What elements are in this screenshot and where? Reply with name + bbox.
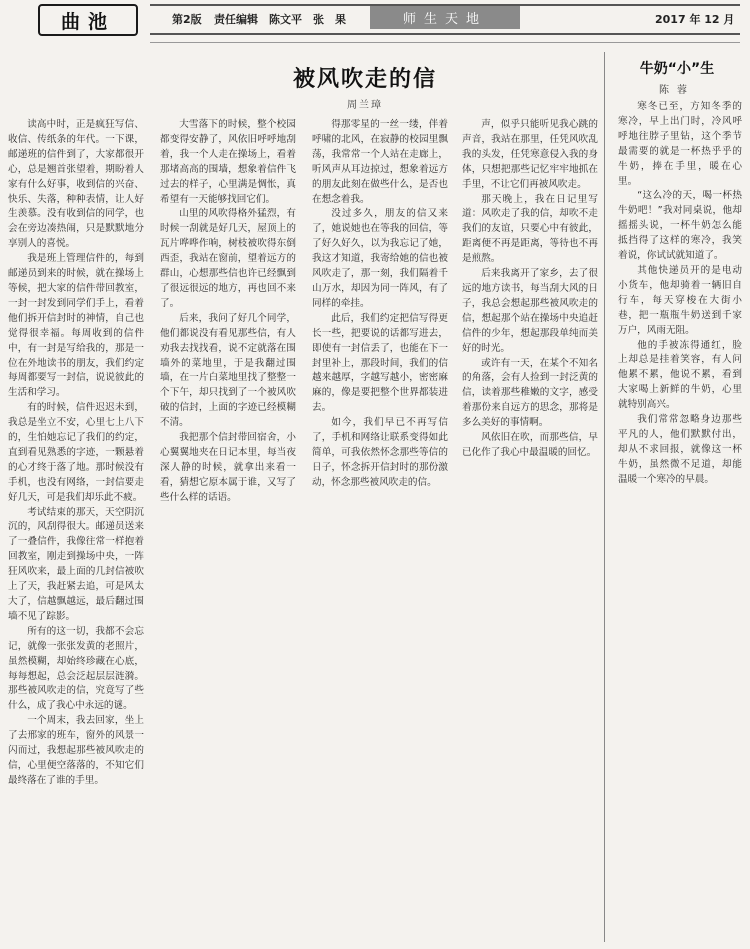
paragraph: 我是班上管理信件的，每到邮递员到来的时候，就在操场上等候，把大家的信件带回教室，一封一封发到同学们手上，看着他们拆开信封时的神情，自己也觉得很幸福。每周收到的信件中，有一封是写给我的，那是一位在外地读书的朋友，我们约定每周都要写一封信，说说彼此的生活和学习。 — [8, 253, 144, 399]
paragraph: 有的时候，信件迟迟未到，我总是坐立不安，心里七上八下的，生怕她忘记了我们的约定，直到看见熟悉的字迹，一颗悬着的心才终于落了地。那时候没有手机，也没有网络，一封信要走好几天，可是我们却乐此不疲。 — [8, 402, 144, 503]
paragraph: 没过多久，朋友的信又来了，她说她也在等我的回信，等了好久好久，以为我忘记了她，我这才知道，我寄给她的信也被风吹走了，那一刻，我们隔着千山万水，却因为同一阵风，有了同样的牵挂。 — [312, 208, 448, 309]
article-column-3 — [312, 118, 448, 944]
sidebar-column — [618, 100, 742, 944]
editor-credit: 责任编辑 陈文平 张 果 — [214, 13, 346, 26]
paragraph: 后来，我问了好几个同学，他们都说没有看见那些信，有人劝我去找找看，说不定就落在围墙外的菜地里，于是我翻过围墙，在一片白菜地里找了整整一个下午，却只找到了一个被风吹破的信封，上面的字迹已经模糊不清。 — [160, 312, 296, 429]
sidebar-author: 陈蓉 — [659, 85, 695, 96]
article-column-1 — [8, 118, 144, 944]
paragraph: 如今，我们早已不再写信了，手机和网络让联系变得如此简单，可我依然怀念那些等信的日子，怀念拆开信封时的那份激动，怀念那些被风吹走的信。 — [312, 417, 448, 488]
newspaper-logo: 曲池 — [38, 4, 138, 36]
paragraph: 那天晚上，我在日记里写道：风吹走了我的信，却吹不走我们的友谊，只要心中有彼此，距离便不再是距离，等待也不再是煎熬。 — [462, 193, 598, 265]
article-column-2 — [160, 118, 296, 944]
paragraph: 读高中时，正是疯狂写信、收信、传纸条的年代。一下课，邮递班的信件到了，大家都很开心，总是翘首张望着，期盼着人家有什么好事，收到信的兴奋、快乐、失落，种种表情，让人好生羡慕。没有收到信的同学，也会在旁边凑热闹，只是默默地分享别人的喜悦。 — [8, 119, 144, 250]
paragraph: 风依旧在吹，而那些信，早已化作了我心中最温暖的回忆。 — [462, 432, 598, 458]
paragraph: 或许有一天，在某个不知名的角落，会有人捡到一封泛黄的信，读着那些稚嫩的文字，感受着那份来自远方的思念，那将是多么美好的事情啊。 — [462, 357, 598, 429]
issue-date: 2017 年 12 月 — [655, 13, 735, 26]
paragraph: 得那零星的一丝一缕，伴着呼啸的北风，在寂静的校园里飘荡，我常常一个人站在走廊上，听风声从耳边掠过，想象着远方的朋友此刻在做些什么，是否也在想念着我。 — [312, 119, 448, 205]
paragraph: 寒冬已至，方知冬季的寒冷，早上出门时，冷风呼呼地往脖子里钻，这个季节最需要的就是一杯热乎乎的牛奶，捧在手里，暖在心里。 — [618, 101, 742, 187]
article-column-4 — [462, 118, 598, 944]
paragraph: 大雪落下的时候，整个校园都变得安静了，风依旧呼呼地刮着，我一个人走在操场上，看着那堵高高的围墙，想象着信件飞过去的样子，心里满是惆怅，真希望有一天能够找回它们。 — [160, 119, 296, 205]
paragraph: “这么冷的天，喝一杯热牛奶吧！”我对同桌说，他却摇摇头说，一杯牛奶怎么能抵挡得了这样的寒冷，我笑着说，你试试就知道了。 — [618, 190, 742, 262]
paragraph: 声，似乎只能听见我心跳的声音，我站在那里，任凭风吹乱我的头发，任凭寒意侵入我的身体，只想把那些记忆牢牢地抓在手里，不让它们再被风吹走。 — [462, 119, 598, 190]
sidebar-title: 牛奶“小”生 — [639, 61, 715, 77]
paragraph: 考试结束的那天，天空阴沉沉的，风刮得很大。邮递员送来了一叠信件，我像往常一样抱着回教室，刚走到操场中央，一阵狂风吹来，最上面的几封信被吹上了天，我赶紧去追，可是风太大了，信越飘越远，最后翻过围墙不见了踪影。 — [8, 506, 144, 622]
paragraph: 我把那个信封带回宿舍，小心翼翼地夹在日记本里，每当夜深人静的时候，就拿出来看一看，猜想它原本属于谁，又写了些什么样的话语。 — [160, 432, 296, 503]
paragraph: 一个周末，我去回家，坐上了去邢家的班车，窗外的风景一闪而过，我想起那些被风吹走的信，心里便空落落的，不知它们最终落在了谁的手里。 — [8, 715, 144, 786]
article-author: 周兰璋 — [347, 100, 383, 111]
paragraph: 他的手被冻得通红，脸上却总是挂着笑容，有人问他累不累，他说不累，看到大家喝上新鲜的牛奶，心里就特别高兴。 — [618, 339, 742, 411]
page-number: 第2版 — [172, 13, 202, 26]
paragraph: 其他快递员开的是电动小货车，他却骑着一辆旧自行车，每天穿梭在大街小巷，把一瓶瓶牛奶送到千家万户，风雨无阻。 — [618, 264, 742, 336]
column-divider — [604, 52, 605, 942]
section-name: 师生天地 — [370, 6, 520, 29]
article-title: 被风吹走的信 — [292, 67, 437, 92]
paragraph: 我们常常忽略身边那些平凡的人，他们默默付出，却从不求回报，就像这一杯牛奶，虽然微不足道，却能温暖一个寒冷的早晨。 — [618, 414, 742, 485]
header-rule — [150, 42, 740, 43]
paragraph: 所有的这一切，我都不会忘记，就像一张张发黄的老照片，虽然模糊，却始终珍藏在心底，每每想起，总会泛起层层涟漪。那些被风吹走的信，究竟写了些什么，成了我心中永远的谜。 — [8, 625, 144, 712]
paragraph: 此后，我们约定把信写得更长一些，把要说的话都写进去，即使有一封信丢了，也能在下一封里补上，那段时间，我们的信越来越厚，字越写越小，密密麻麻的，像是要把整个世界都装进去。 — [312, 312, 448, 414]
page-header — [0, 0, 750, 38]
paragraph: 后来我离开了家乡，去了很远的地方读书，每当刮大风的日子，我总会想起那些被风吹走的信，想起那个站在操场中央追赶信件的少年，想起那段单纯而美好的时光。 — [462, 268, 598, 354]
paragraph: 山里的风吹得格外猛烈，有时候一刮就是好几天，屋顶上的瓦片哗哗作响，树枝被吹得东倒西歪，我站在窗前，望着远方的群山，心想那些信也许已经飘到了很远很远的地方，再也回不来了。 — [160, 208, 296, 309]
